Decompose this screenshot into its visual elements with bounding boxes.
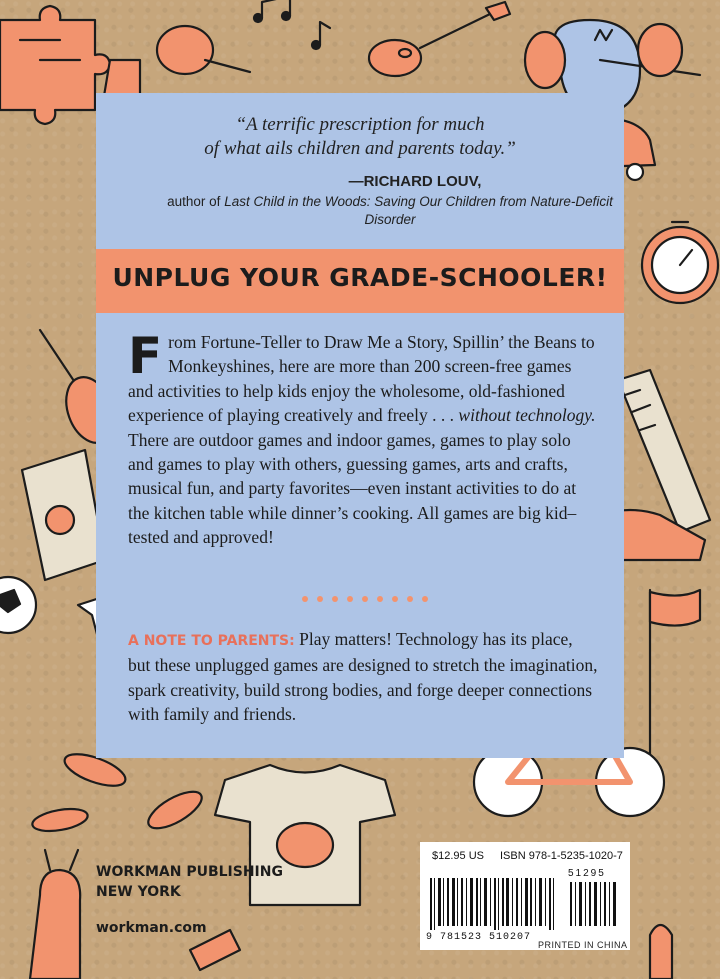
guitar-icon	[369, 2, 510, 76]
publisher-name: WORKMAN PUBLISHING	[96, 864, 283, 880]
credit-book-title: Last Child in the Woods: Saving Our Children from Nature-Deficit Disorder	[224, 194, 613, 227]
ruler-icon	[618, 370, 710, 532]
description-body	[128, 327, 598, 550]
quote-credit	[96, 193, 624, 229]
barcode-digits: 9 781523 510207	[426, 932, 532, 943]
publisher-block	[96, 862, 283, 902]
quote-line-1: “A terrific prescription for much	[235, 114, 485, 135]
publisher-website: workman.com	[96, 920, 207, 936]
isbn-label: ISBN 978-1-5235-1020-7	[500, 850, 623, 862]
body-text-end: There are outdoor games and indoor games, games to play solo and games to play with others, guessing games, arts and crafts, musical fun, and party favorites—even instant activities to do at the kitchen table while dinner’s cooking. All games are big kid–tested and approved!	[128, 429, 577, 548]
croissant-icon	[31, 748, 207, 836]
note-text: Play matters! Technology has its place, but these unplugged games are designed to stretch the imagination, spark creativity, build strong bodies, and forge deeper connections with family and friends.	[128, 629, 598, 725]
headline-band	[96, 249, 624, 313]
drop-cap: F	[128, 327, 163, 385]
bottle-icon	[650, 925, 672, 979]
price-label: $12.95 US	[432, 850, 484, 862]
crayon-icon	[190, 930, 240, 970]
spoon-icon	[157, 26, 250, 74]
body-text-start: rom Fortune-Teller to Draw Me a Story, Spillin’ the Beans to Monkeyshines, here are more than 200 screen-free games and activities to help kids enjoy the wholesome, old-fashioned experience of playing creatively and freely . . .	[128, 332, 595, 426]
headline: UNPLUG YOUR GRADE-SCHOOLER!	[112, 263, 608, 292]
printed-in-label: PRINTED IN CHINA	[538, 940, 628, 950]
stopwatch-icon	[642, 222, 718, 303]
barcode-addon-number: 51295	[568, 868, 606, 879]
quote-line-2: of what ails children and parents today.”	[204, 138, 516, 159]
dot-divider	[300, 594, 430, 604]
publisher-city: NEW YORK	[96, 884, 181, 900]
note-label: A NOTE TO PARENTS:	[128, 633, 295, 649]
quote-author: —RICHARD LOUV,	[348, 173, 482, 190]
book-icon	[22, 450, 105, 580]
soccer-ball-icon	[0, 577, 36, 633]
flag-icon	[650, 590, 700, 760]
barcode-bars	[430, 878, 620, 930]
note-to-parents	[128, 627, 598, 727]
barcode-box	[420, 842, 630, 950]
credit-prefix: author of	[167, 194, 225, 209]
snail-icon	[30, 850, 80, 979]
body-emphasis: without technology.	[458, 405, 596, 426]
endorsement-quote	[96, 113, 624, 161]
music-notes-icon	[254, 0, 330, 49]
